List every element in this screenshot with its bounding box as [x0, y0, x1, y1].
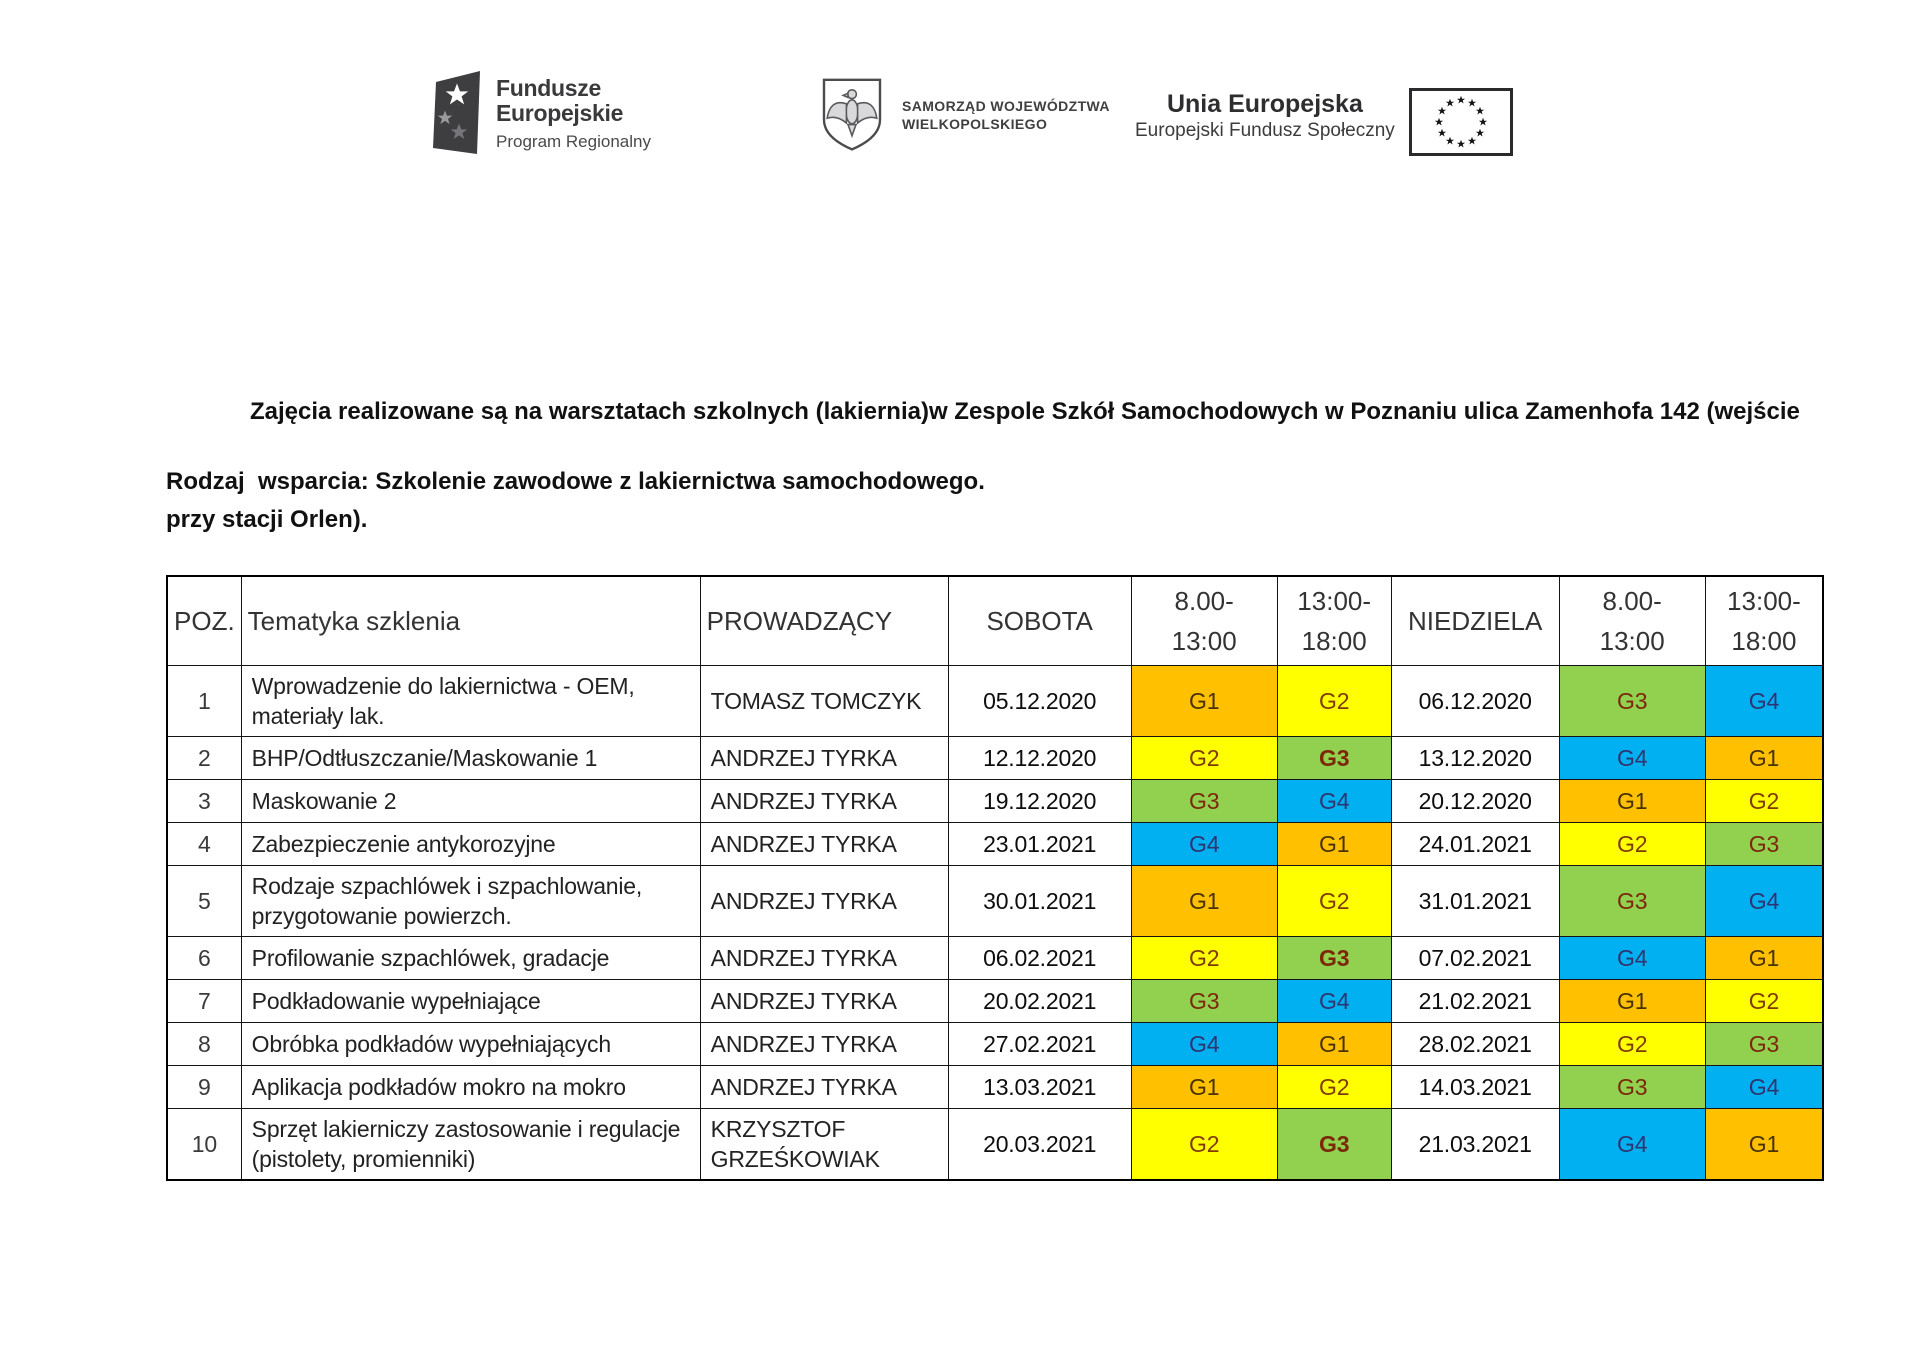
sunday-morning-group-cell: G2: [1559, 1023, 1705, 1066]
header-poz: POZ.: [167, 576, 241, 666]
saturday-morning-group-cell: G4: [1131, 1023, 1277, 1066]
sunday-date-cell: 14.03.2021: [1391, 1066, 1559, 1109]
saturday-afternoon-group-cell: G2: [1277, 666, 1391, 737]
eu-flag-icon: [1409, 88, 1513, 156]
header-saturday: SOBOTA: [948, 576, 1131, 666]
header-sat-morning: 8.00- 13:00: [1131, 576, 1277, 666]
saturday-morning-group-cell: G1: [1131, 666, 1277, 737]
table-row: [167, 866, 1823, 937]
saturday-date-cell: 05.12.2020: [948, 666, 1131, 737]
table-row: [167, 823, 1823, 866]
poz-cell: 1: [167, 666, 241, 737]
samorzad-logo-line2: WIELKOPOLSKIEGO: [902, 116, 1048, 132]
saturday-date-cell: 19.12.2020: [948, 780, 1131, 823]
poz-cell: 4: [167, 823, 241, 866]
fundusze-logo-title-line2: Europejskie: [496, 100, 624, 126]
sunday-afternoon-group-cell: G4: [1705, 1066, 1823, 1109]
trainer-cell: ANDRZEJ TYRKA: [700, 980, 948, 1023]
table-row: [167, 1066, 1823, 1109]
saturday-date-cell: 30.01.2021: [948, 866, 1131, 937]
saturday-date-cell: 27.02.2021: [948, 1023, 1131, 1066]
sunday-date-cell: 21.03.2021: [1391, 1109, 1559, 1181]
saturday-afternoon-group-cell: G2: [1277, 866, 1391, 937]
sunday-date-cell: 24.01.2021: [1391, 823, 1559, 866]
sunday-morning-group-cell: G3: [1559, 866, 1705, 937]
schedule-table: [166, 575, 1824, 1181]
topic-cell: Zabezpieczenie antykorozyjne: [241, 823, 700, 866]
topic-cell: Aplikacja podkładów mokro na mokro: [241, 1066, 700, 1109]
saturday-date-cell: 20.02.2021: [948, 980, 1131, 1023]
sunday-afternoon-group-cell: G1: [1705, 1109, 1823, 1181]
fundusze-europejskie-logo: [430, 70, 651, 160]
sunday-morning-group-cell: G1: [1559, 980, 1705, 1023]
saturday-morning-group-cell: G1: [1131, 866, 1277, 937]
saturday-afternoon-group-cell: G4: [1277, 980, 1391, 1023]
table-row: [167, 780, 1823, 823]
table-row: [167, 737, 1823, 780]
sunday-date-cell: 13.12.2020: [1391, 737, 1559, 780]
sunday-morning-group-cell: G3: [1559, 666, 1705, 737]
trainer-cell: ANDRZEJ TYRKA: [700, 780, 948, 823]
schedule-table-body: [167, 666, 1823, 1181]
saturday-afternoon-group-cell: G1: [1277, 823, 1391, 866]
saturday-date-cell: 06.02.2021: [948, 937, 1131, 980]
fundusze-logo-title-line1: Fundusze: [496, 75, 601, 101]
table-row: [167, 937, 1823, 980]
trainer-cell: ANDRZEJ TYRKA: [700, 1023, 948, 1066]
saturday-morning-group-cell: G3: [1131, 780, 1277, 823]
sunday-morning-group-cell: G1: [1559, 780, 1705, 823]
topic-cell: BHP/Odtłuszczanie/Maskowanie 1: [241, 737, 700, 780]
poz-cell: 6: [167, 937, 241, 980]
sunday-date-cell: 31.01.2021: [1391, 866, 1559, 937]
sunday-morning-group-cell: G3: [1559, 1066, 1705, 1109]
header-topic: Tematyka szklenia: [241, 576, 700, 666]
saturday-afternoon-group-cell: G3: [1277, 737, 1391, 780]
sunday-morning-group-cell: G4: [1559, 937, 1705, 980]
saturday-morning-group-cell: G3: [1131, 980, 1277, 1023]
samorzad-wojewodztwa-logo: [820, 76, 1110, 154]
sunday-date-cell: 21.02.2021: [1391, 980, 1559, 1023]
topic-cell: Wprowadzenie do lakiernictwa - OEM, materiały lak.: [241, 666, 700, 737]
sunday-date-cell: 28.02.2021: [1391, 1023, 1559, 1066]
sunday-date-cell: 07.02.2021: [1391, 937, 1559, 980]
saturday-morning-group-cell: G2: [1131, 1109, 1277, 1181]
trainer-cell: ANDRZEJ TYRKA: [700, 937, 948, 980]
sunday-morning-group-cell: G4: [1559, 1109, 1705, 1181]
unia-europejska-logo: [1135, 88, 1513, 156]
fundusze-logo-subtitle: Program Regionalny: [496, 132, 651, 151]
poz-cell: 2: [167, 737, 241, 780]
sunday-afternoon-group-cell: G3: [1705, 1023, 1823, 1066]
trainer-cell: TOMASZ TOMCZYK: [700, 666, 948, 737]
sunday-afternoon-group-cell: G2: [1705, 980, 1823, 1023]
saturday-afternoon-group-cell: G2: [1277, 1066, 1391, 1109]
intro-line2: przy stacji Orlen).: [166, 506, 368, 533]
sunday-afternoon-group-cell: G4: [1705, 666, 1823, 737]
sunday-date-cell: 06.12.2020: [1391, 666, 1559, 737]
sunday-afternoon-group-cell: G1: [1705, 937, 1823, 980]
table-header-row: [167, 576, 1823, 666]
poz-cell: 3: [167, 780, 241, 823]
topic-cell: Obróbka podkładów wypełniających: [241, 1023, 700, 1066]
trainer-cell: ANDRZEJ TYRKA: [700, 823, 948, 866]
trainer-cell: KRZYSZTOF GRZEŚKOWIAK: [700, 1109, 948, 1181]
support-type-line: Rodzaj wsparcia: Szkolenie zawodowe z lakiernictwa samochodowego.: [166, 468, 985, 495]
table-row: [167, 1109, 1823, 1181]
saturday-afternoon-group-cell: G3: [1277, 1109, 1391, 1181]
saturday-date-cell: 23.01.2021: [948, 823, 1131, 866]
saturday-afternoon-group-cell: G4: [1277, 780, 1391, 823]
topic-cell: Podkładowanie wypełniające: [241, 980, 700, 1023]
intro-line1: Zajęcia realizowane są na warsztatach szkolnych (lakiernia)w Zespole Szkół Samochodowych w Poznaniu ulica Zamenhofa 142 (wejście: [250, 398, 1800, 425]
topic-cell: Profilowanie szpachlówek, gradacje: [241, 937, 700, 980]
header-sat-afternoon: 13:00- 18:00: [1277, 576, 1391, 666]
trainer-cell: ANDRZEJ TYRKA: [700, 1066, 948, 1109]
sunday-afternoon-group-cell: G4: [1705, 866, 1823, 937]
saturday-morning-group-cell: G2: [1131, 737, 1277, 780]
poz-cell: 8: [167, 1023, 241, 1066]
saturday-date-cell: 12.12.2020: [948, 737, 1131, 780]
samorzad-logo-line1: SAMORZĄD WOJEWÓDZTWA: [902, 98, 1110, 114]
unia-logo-title: Unia Europejska: [1166, 90, 1363, 118]
saturday-morning-group-cell: G4: [1131, 823, 1277, 866]
sunday-afternoon-group-cell: G1: [1705, 737, 1823, 780]
intro-paragraph: [166, 322, 1816, 610]
saturday-afternoon-group-cell: G1: [1277, 1023, 1391, 1066]
saturday-morning-group-cell: G2: [1131, 937, 1277, 980]
saturday-morning-group-cell: G1: [1131, 1066, 1277, 1109]
table-row: [167, 980, 1823, 1023]
header-trainer: PROWADZĄCY: [700, 576, 948, 666]
sunday-afternoon-group-cell: G2: [1705, 780, 1823, 823]
sunday-morning-group-cell: G2: [1559, 823, 1705, 866]
poz-cell: 9: [167, 1066, 241, 1109]
poz-cell: 10: [167, 1109, 241, 1181]
unia-logo-subtitle: Europejski Fundusz Społeczny: [1135, 120, 1395, 141]
header-sunday: NIEDZIELA: [1391, 576, 1559, 666]
header-sun-afternoon: 13:00- 18:00: [1705, 576, 1823, 666]
fundusze-flag-icon: [430, 70, 482, 160]
trainer-cell: ANDRZEJ TYRKA: [700, 866, 948, 937]
trainer-cell: ANDRZEJ TYRKA: [700, 737, 948, 780]
sunday-morning-group-cell: G4: [1559, 737, 1705, 780]
topic-cell: Sprzęt lakierniczy zastosowanie i regulacje (pistolety, promienniki): [241, 1109, 700, 1181]
sunday-afternoon-group-cell: G3: [1705, 823, 1823, 866]
poz-cell: 5: [167, 866, 241, 937]
topic-cell: Maskowanie 2: [241, 780, 700, 823]
eagle-crest-icon: [820, 76, 884, 154]
header-sun-morning: 8.00- 13:00: [1559, 576, 1705, 666]
table-row: [167, 666, 1823, 737]
sunday-date-cell: 20.12.2020: [1391, 780, 1559, 823]
table-row: [167, 1023, 1823, 1066]
poz-cell: 7: [167, 980, 241, 1023]
saturday-date-cell: 13.03.2021: [948, 1066, 1131, 1109]
saturday-date-cell: 20.03.2021: [948, 1109, 1131, 1181]
saturday-afternoon-group-cell: G3: [1277, 937, 1391, 980]
topic-cell: Rodzaje szpachlówek i szpachlowanie, przygotowanie powierzch.: [241, 866, 700, 937]
